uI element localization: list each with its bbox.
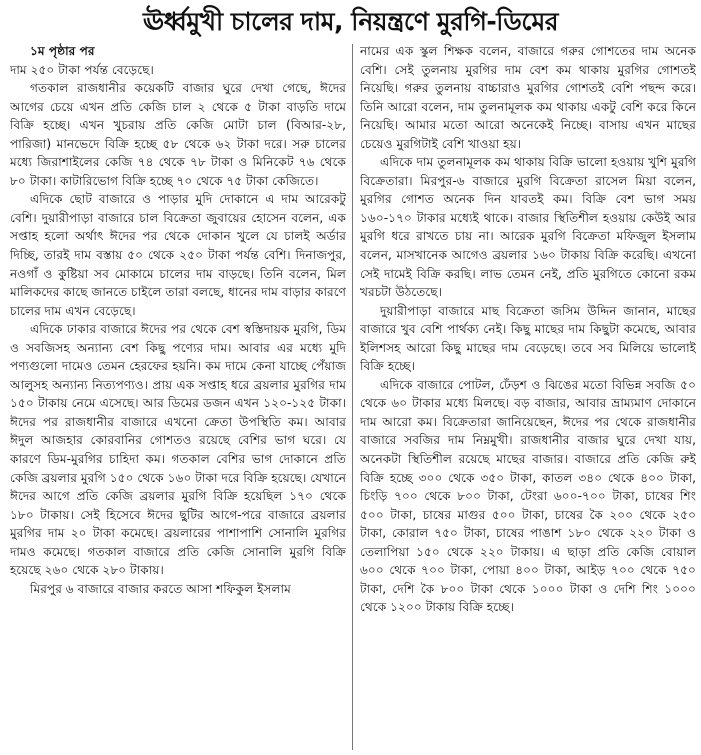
paragraph: এদিকে দাম তুলনামূলক কম থাকায় বিক্রি ভালো হওয়ায় খুশি মুরগি বিক্রেতারা। মিরপুর-৬ বাজারে মুরগি বিক্রেতা রাসেল মিয়া বলেন, মুরগির গোশত অনেক দিন যাবতই কম। বিক্রি বেশ ভাগ সময় ১৬০-১৭০ টাকার মধ্যেই থাকে। বাজার স্থিতিশীল হওয়ায় কেউই আর মুরগি ধরে রাখতে চায় না। আরেক মুরগি বিক্রেতা মফিজুল ইসলাম বলেন, মাসখানেক আগেও ব্রয়লার ১৬০ টাকায় বিক্রি করেছি। এখনো সেই দামেই বিক্রি করছি। লাভ তেমন নেই, প্রতি মুরগিতে কোনো রকম খরচটা উঠতেছে। [360, 155, 696, 300]
paragraph: গতকাল রাজধানীর কয়েকটি বাজার ঘুরে দেখা গেছে, ঈদের আগের চেয়ে এখন প্রতি কেজি চাল ২ থেকে ৫ টাকা বাড়তি দামে বিক্রি হচ্ছে। এখন খুচরায় প্রতি কেজি মোটা চাল (বিআর-২৮, পারিজা) মানভেদে বিক্রি হচ্ছে ৫৮ থেকে ৬২ টাকা দরে। সরু চালের মধ্যে জিরাশাইলের কেজি ৭৪ থেকে ৭৮ টাকা ও মিনিকেট ৭৬ থেকে ৮০ টাকা। কাটারিভোগ বিক্রি হচ্ছে ৭০ থেকে ৭৫ টাকা কেজিতে। [10, 81, 346, 188]
paragraph: দাম ২৫০ টাকা পর্যন্ত বেড়েছে। [10, 62, 154, 77]
paragraph: মিরপুর ৬ বাজারে বাজার করতে আসা শফিকুল ইসলাম [30, 581, 291, 596]
continuation-kicker: ১ম পৃষ্ঠার পর [30, 44, 95, 58]
left-column [10, 42, 346, 752]
paragraph: এদিকে ছোট বাজারে ও পাড়ার মুদি দোকানে এ দাম আরেকটু বেশি। দুয়ারীপাড়া বাজারে চাল বিক্রেতা জুবায়ের হোসেন বলেন, এক সপ্তাহ হলো অর্থাৎ ঈদের পর থেকে দোকান খুলে যে চালই অর্ডার দিচ্ছি, তারই দাম বস্তায় ৫০ থেকে ২৫০ টাকা পর্যন্ত বেশি। দিনাজপুর, নওগাঁ ও কুষ্টিয়া সব মোকামে চালের দাম বাড়ছে। তিনি বলেন, মিল মালিকদের কাছে জানতে চাইলে তারা বলছে, ধানের দাম বাড়ার কারণে চালের দাম এখন বেড়েছে। [10, 192, 346, 318]
paragraph: দুয়ারীপাড়া বাজারে মাছ বিক্রেতা জসিম উদ্দিন জানান, মাছের বাজারে খুব বেশি পার্থক্য নেই। কিছু মাছের দাম কিছুটা কমেছে, আবার ইলিশসহ আরো কিছু মাছের দাম বেড়েছে। তবে সব মিলিয়ে ভালোই বিক্রি হচ্ছে। [360, 303, 696, 374]
right-column [360, 42, 696, 752]
paragraph: নামের এক স্কুল শিক্ষক বলেন, বাজারে গরুর গোশতের দাম অনেক বেশি। সেই তুলনায় মুরগির দাম বেশ কম থাকায় মুরগির গোশতই নিয়েছি। গরুর তুলনায় বাচ্চারাও মুরগির গোশতই বেশি পছন্দ করে। তিনি আরো বলেন, দাম তুলনামূলক কম থাকায় একটু বেশি করে কিনে নিয়েছি। আমার মতো আরো অনেকেই নিচ্ছে। বাসায় এখন মাছের চেয়েও মুরগিটাই বেশি খাওয়া হয়। [360, 44, 696, 151]
paragraph: এদিকে ঢাকার বাজারে ঈদের পর থেকে বেশ স্বস্তিদায়ক মুরগি, ডিম ও সবজিসহ অন্যান্য বেশ কিছু পণ্যের দাম। আবার এর মধ্যে মুদি পণ্যগুলো দামেও তেমন হেরফের হয়নি। কম দামে কেনা যাচ্ছে পেঁয়াজ আলুসহ অন্যান্য নিত্যপণ্যও। প্রায় এক সপ্তাহ ধরে ব্রয়লার মুরগির দাম ১৫০ টাকায় নেমে এসেছে। আর ডিমের ডজন এখন ১২০-১২৫ টাকা। ঈদের পর রাজধানীর বাজারে এখনো ক্রেতা উপস্থিতি কম। আবার ঈদুল আজহার কোরবানির গোশতও রয়েছে বেশির ভাগ ঘরে। যে কারণে ডিম-মুরগির চাহিদা কম। গতকাল বেশির ভাগ দোকানে প্রতি কেজি ব্রয়লার মুরগি ১৫০ থেকে ১৬০ টাকা দরে বিক্রি হয়েছে। যেখানে ঈদের আগে প্রতি কেজি ব্রয়লার মুরগি বিক্রি হয়েছিল ১৭০ থেকে ১৮০ টাকায়। সেই হিসেবে ঈদের ছুটির আগে-পরে বাজারে ব্রয়লার মুরগির দাম ২০ টাকা কমেছে। ব্রয়লারের পাশাপাশি সোনালি মুরগির দামও কমেছে। গতকাল বাজারে প্রতি কেজি সোনালি মুরগি বিক্রি হয়েছে ২৬০ থেকে ২৮০ টাকায়। [10, 322, 346, 578]
headline: ঊর্ধ্বমুখী চালের দাম, নিয়ন্ত্রণে মুরগি-ডিমের [142, 7, 559, 36]
column-divider [352, 44, 353, 750]
paragraph: এদিকে বাজারে পোটল, ঢেঁড়শ ও ঝিঙের মতো বিভিন্ন সবজি ৫০ থেকে ৬০ টাকার মধ্যে মিলছে। বড় বাজার, আবার ভ্রাম্যমাণ দোকানে দাম আরো কম। বিক্রেতারা জানিয়েছেন, ঈদের পর থেকে রাজধানীর বাজারে সবজির দাম নিম্নমুখী। রাজধানীর বাজার ঘুরে দেখা যায়, অনেকটা স্থিতিশীল রয়েছে মাছের বাজার। বাজারে প্রতি কেজি রুই বিক্রি হচ্ছে ৩০০ থেকে ৩৫০ টাকা, কাতল ৩৪০ থেকে ৪০০ টাকা, চিংড়ি ৭০০ থেকে ৮০০ টাকা, টেংরা ৬০০-৭০০ টাকা, চাষের শিং ৫০০ টাকা, চাষের মাগুর ৫০০ টাকা, চাষের কৈ ২০০ থেকে ২৫০ টাকা, কোরাল ৭৫০ টাকা, চাষের পাঙাশ ১৮০ থেকে ২২০ টাকা ও তেলাপিয়া ১৫০ থেকে ২২০ টাকায়। এ ছাড়া প্রতি কেজি বোয়াল ৬০০ থেকে ৭০০ টাকা, পোয়া ৪০০ টাকা, আইড় ৭০০ থেকে ৭৫০ টাকা, দেশি কৈ ৮০০ টাকা থেকে ১০০০ টাকা ও দেশি শিং ১০০০ থেকে ১২০০ টাকায় বিক্রি হচ্ছে। [360, 377, 696, 615]
